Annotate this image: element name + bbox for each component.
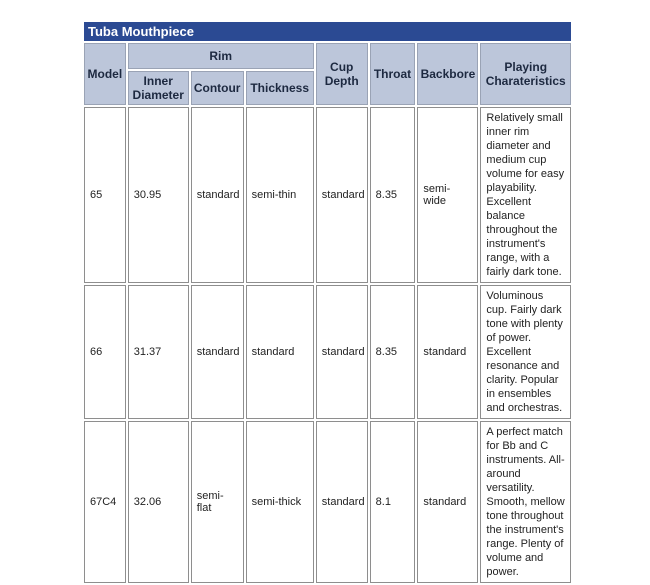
cell-inner-diameter: 31.37 <box>128 285 189 419</box>
table-title: Tuba Mouthpiece <box>84 22 571 41</box>
header-model: Model <box>84 43 126 105</box>
cell-throat: 8.1 <box>370 421 416 583</box>
header-cup-depth: Cup Depth <box>316 43 368 105</box>
cell-backbore: semi-wide <box>417 107 478 283</box>
cell-backbore: standard <box>417 285 478 419</box>
cell-throat: 8.35 <box>370 285 416 419</box>
cell-inner-diameter: 32.06 <box>128 421 189 583</box>
cell-cup-depth: standard <box>316 107 368 283</box>
header-thickness: Thickness <box>246 71 314 105</box>
table-row <box>84 107 571 283</box>
header-playing-characteristics: Playing Charateristics <box>480 43 571 105</box>
cell-model: 66 <box>84 285 126 419</box>
cell-contour: semi-flat <box>191 421 244 583</box>
cell-playing-characteristics: Voluminous cup. Fairly dark tone with plenty of power. Excellent resonance and clarity. Popular in ensembles and orchestras. <box>480 285 571 419</box>
cell-model: 65 <box>84 107 126 283</box>
cell-backbore: standard <box>417 421 478 583</box>
cell-contour: standard <box>191 285 244 419</box>
cell-inner-diameter: 30.95 <box>128 107 189 283</box>
table-row <box>84 421 571 583</box>
header-rim: Rim <box>128 43 314 69</box>
header-inner-diameter: Inner Diameter <box>128 71 189 105</box>
cell-throat: 8.35 <box>370 107 416 283</box>
cell-playing-characteristics: Relatively small inner rim diameter and medium cup volume for easy playability. Excellent balance throughout the instrument's range, with a fairly dark tone. <box>480 107 571 283</box>
cell-cup-depth: standard <box>316 421 368 583</box>
cell-playing-characteristics: A perfect match for Bb and C instruments. All-around versatility. Smooth, mellow tone throughout the instrument's range. Plenty of volume and power. <box>480 421 571 583</box>
mouthpiece-spec-table <box>82 41 573 585</box>
cell-contour: standard <box>191 107 244 283</box>
table-row <box>84 285 571 419</box>
cell-thickness: semi-thin <box>246 107 314 283</box>
header-throat: Throat <box>370 43 416 105</box>
cell-thickness: semi-thick <box>246 421 314 583</box>
header-contour: Contour <box>191 71 244 105</box>
spec-table-container <box>84 22 571 585</box>
cell-cup-depth: standard <box>316 285 368 419</box>
cell-model: 67C4 <box>84 421 126 583</box>
header-backbore: Backbore <box>417 43 478 105</box>
cell-thickness: standard <box>246 285 314 419</box>
